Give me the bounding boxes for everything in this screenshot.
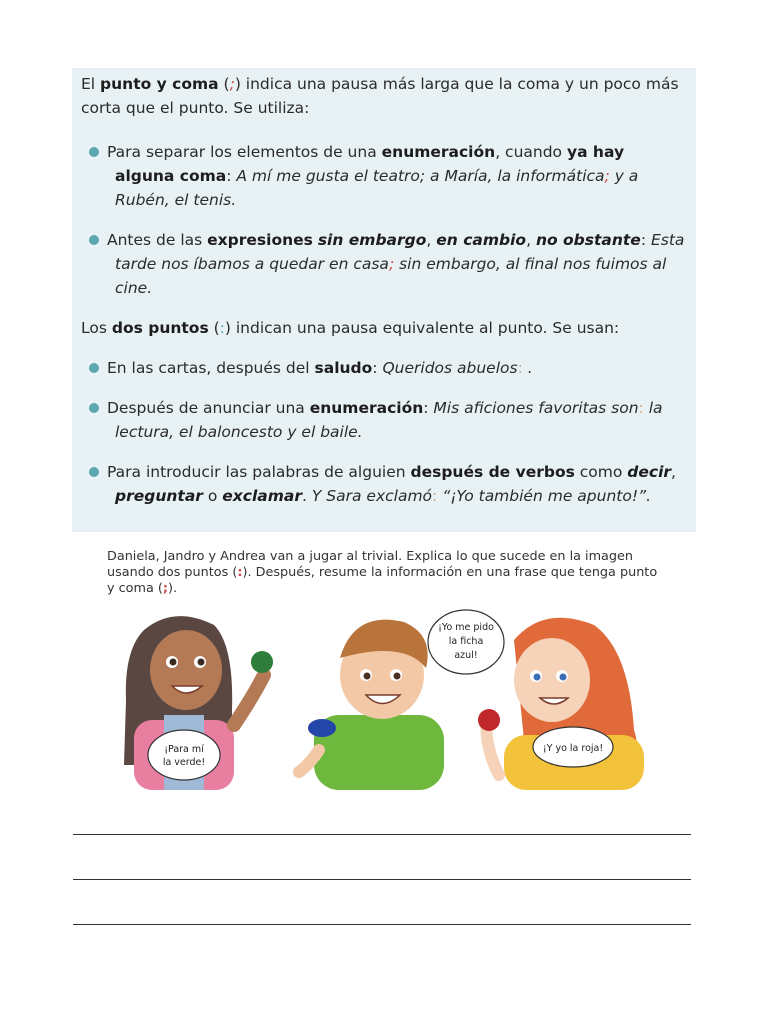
colon-intro: Los dos puntos (:) indican una pausa equivalente al punto. Se usan:	[81, 319, 620, 337]
bullet-icon	[89, 363, 99, 373]
answer-line-2[interactable]	[73, 879, 691, 880]
daniela-speech-line-1: ¡Para mí	[164, 744, 204, 755]
term-colon: dos puntos	[111, 319, 209, 337]
bullet-icon	[89, 235, 99, 245]
list-item: Para introducir las palabras de alguien después de verbos como decir, preguntar o exclamar. Y Sara exclamó: “¡Yo también me apunto!”.	[81, 460, 686, 508]
answer-lines	[73, 834, 691, 969]
daniela-speech-line-2: la verde!	[162, 757, 206, 768]
list-item: Para separar los elementos de una enumeración, cuando ya hay alguna coma: A mí me gusta el teatro; a María, la informática; y a Rubén, el tenis.	[81, 140, 686, 212]
red-chip-icon	[478, 709, 500, 731]
green-chip-icon	[251, 651, 273, 673]
jandro-speech-line-2: la ficha	[448, 636, 484, 647]
jandro-speech-bubble	[428, 610, 504, 674]
bullet-icon	[89, 467, 99, 477]
andrea-speech-line: ¡Y yo la roja!	[542, 743, 604, 754]
semicolon-symbol: ;	[229, 75, 235, 93]
grammar-info-box	[72, 68, 696, 532]
activity-section	[104, 545, 664, 790]
list-item: Antes de las expresiones sin embargo, en cambio, no obstante: Esta tarde nos íbamos a quedar en casa; sin embargo, al final nos fuimos al cine.	[81, 228, 686, 300]
answer-line-1[interactable]	[73, 834, 691, 835]
jandro-figure	[299, 620, 444, 790]
andrea-speech-bubble	[533, 727, 613, 767]
daniela-speech-bubble	[148, 730, 220, 780]
semicolon-rules-list	[81, 140, 686, 300]
kids-trivial-illustration	[104, 600, 664, 790]
colon-symbol: :	[219, 319, 225, 337]
bullet-icon	[89, 147, 99, 157]
list-item: Después de anunciar una enumeración: Mis aficiones favoritas son: la lectura, el baloncesto y el baile.	[81, 396, 686, 444]
term-semicolon: punto y coma	[100, 75, 219, 93]
colon-rules-list	[81, 356, 686, 508]
activity-instructions: Daniela, Jandro y Andrea van a jugar al trivial. Explica lo que sucede en la imagen usando dos puntos (:). Después, resume la información en una frase que tenga punto y coma (;).	[107, 549, 658, 596]
list-item: En las cartas, después del saludo: Queridos abuelos: .	[81, 356, 686, 380]
jandro-speech-line-3: azul!	[454, 650, 478, 661]
semicolon-intro: El punto y coma (;) indica una pausa más larga que la coma y un poco más corta que el punto. Se utiliza:	[81, 75, 679, 117]
jandro-speech-line-1: ¡Yo me pido	[438, 622, 494, 633]
blue-chip-icon	[308, 719, 336, 737]
bullet-icon	[89, 403, 99, 413]
answer-line-3[interactable]	[73, 924, 691, 925]
